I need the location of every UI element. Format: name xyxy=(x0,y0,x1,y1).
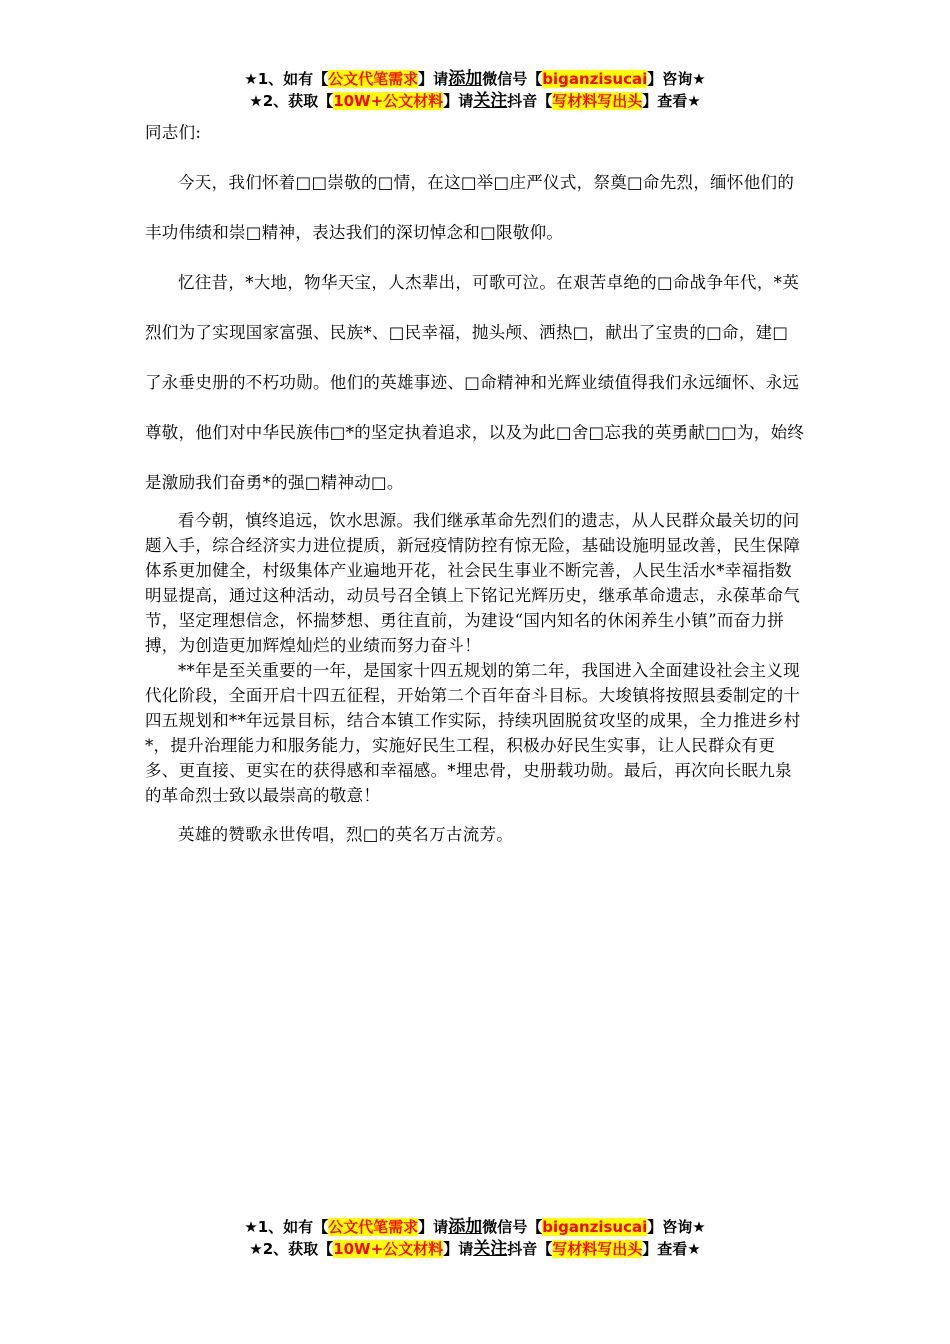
emphasis-follow: 关注 xyxy=(473,91,508,111)
paragraph-5: 英雄的赞歌永世传唱，烈□的英名万古流芳。 xyxy=(178,825,514,844)
footer-highlight-wechat-id: biganzisucai xyxy=(542,1218,648,1236)
footer-banner-line-1: ★1、如有【公文代笔需求】请添加微信号【biganzisucai】咨询★ xyxy=(244,1217,706,1237)
paragraph-4: **年是至关重要的一年，是国家十四五规划的第二年，我国进入全面建设社会主义现代化阶段，全面开启十四五征程，开始第二个百年奋斗目标。大埈镇将按照县委制定的十四五规划和**年远景目标，结合本镇工作实际，持续巩固脱贫攻坚的成果，全力推进乡村*，提升治理能力和服务能力，实施好民生工程，积极办好民生实事，让人民群众有更多、更直接、更实在的获得感和幸福感。*埋忠骨，史册载功勋。最后，再次向长眠九泉的革命烈士致以最崇高的敬意！ xyxy=(145,661,801,805)
highlight-service: 公文代笔需求 xyxy=(328,70,419,88)
highlight-douyin-account: 写材料写出头 xyxy=(552,92,643,110)
paragraph-1: 今天，我们怀着□□崇敬的□情，在这□举□庄严仪式，祭奠□命先烈，缅怀他们的丰功伟绩和崇□精神，表达我们的深切悼念和□限敬仰。 xyxy=(145,173,795,242)
footer-highlight-douyin-account: 写材料写出头 xyxy=(552,1240,643,1258)
document-body xyxy=(145,118,805,850)
banner-line-2: ★2、获取【10W+公文材料】请关注抖音【写材料写出头】查看★ xyxy=(249,91,701,111)
banner-line-1: ★1、如有【公文代笔需求】请添加微信号【biganzisucai】咨询★ xyxy=(244,69,706,89)
greeting: 同志们: xyxy=(145,123,202,142)
footer-emphasis-follow: 关注 xyxy=(473,1239,508,1259)
header-banner xyxy=(0,68,950,112)
emphasis-add: 添加 xyxy=(448,69,483,89)
footer-emphasis-add: 添加 xyxy=(448,1217,483,1237)
footer-highlight-service: 公文代笔需求 xyxy=(328,1218,419,1236)
paragraph-3: 看今朝，慎终追远，饮水思源。我们继承革命先烈们的遗志，从人民群众最关切的问题入手，综合经济实力进位提质，新冠疫情防控有惊无险，基础设施明显改善，民生保障体系更加健全，村级集体产业遍地开花，社会民生事业不断完善，人民生活水*幸福指数明显提高，通过这种活动，动员号召全镇上下铭记光辉历史，继承革命遗志，永葆革命气节，坚定理想信念，怀揣梦想、勇往直前，为建设“国内知名的休闲养生小镇”而奋力拼搏，为创造更加辉煌灿烂的业绩而努力奋斗！ xyxy=(145,511,801,655)
paragraph-2: 忆往昔，*大地，物华天宝，人杰辈出，可歌可泣。在艰苦卓绝的□命战争年代，*英烈们为了实现国家富强、民族*、□民幸福，抛头颅、洒热□，献出了宝贵的□命，建□了永垂史册的不朽功勋。他们的英雄事迹、□命精神和光辉业绩值得我们永远缅怀、永远尊敬，他们对中华民族伟□*的坚定执着追求，以及为此□舍□忘我的英勇献□□为，始终是激励我们奋勇*的强□精神动□。 xyxy=(145,273,805,492)
footer-banner xyxy=(0,1216,950,1260)
highlight-materials: 10W+公文材料 xyxy=(333,92,444,110)
footer-highlight-materials: 10W+公文材料 xyxy=(333,1240,444,1258)
highlight-wechat-id: biganzisucai xyxy=(542,70,648,88)
footer-banner-line-2: ★2、获取【10W+公文材料】请关注抖音【写材料写出头】查看★ xyxy=(249,1239,701,1259)
